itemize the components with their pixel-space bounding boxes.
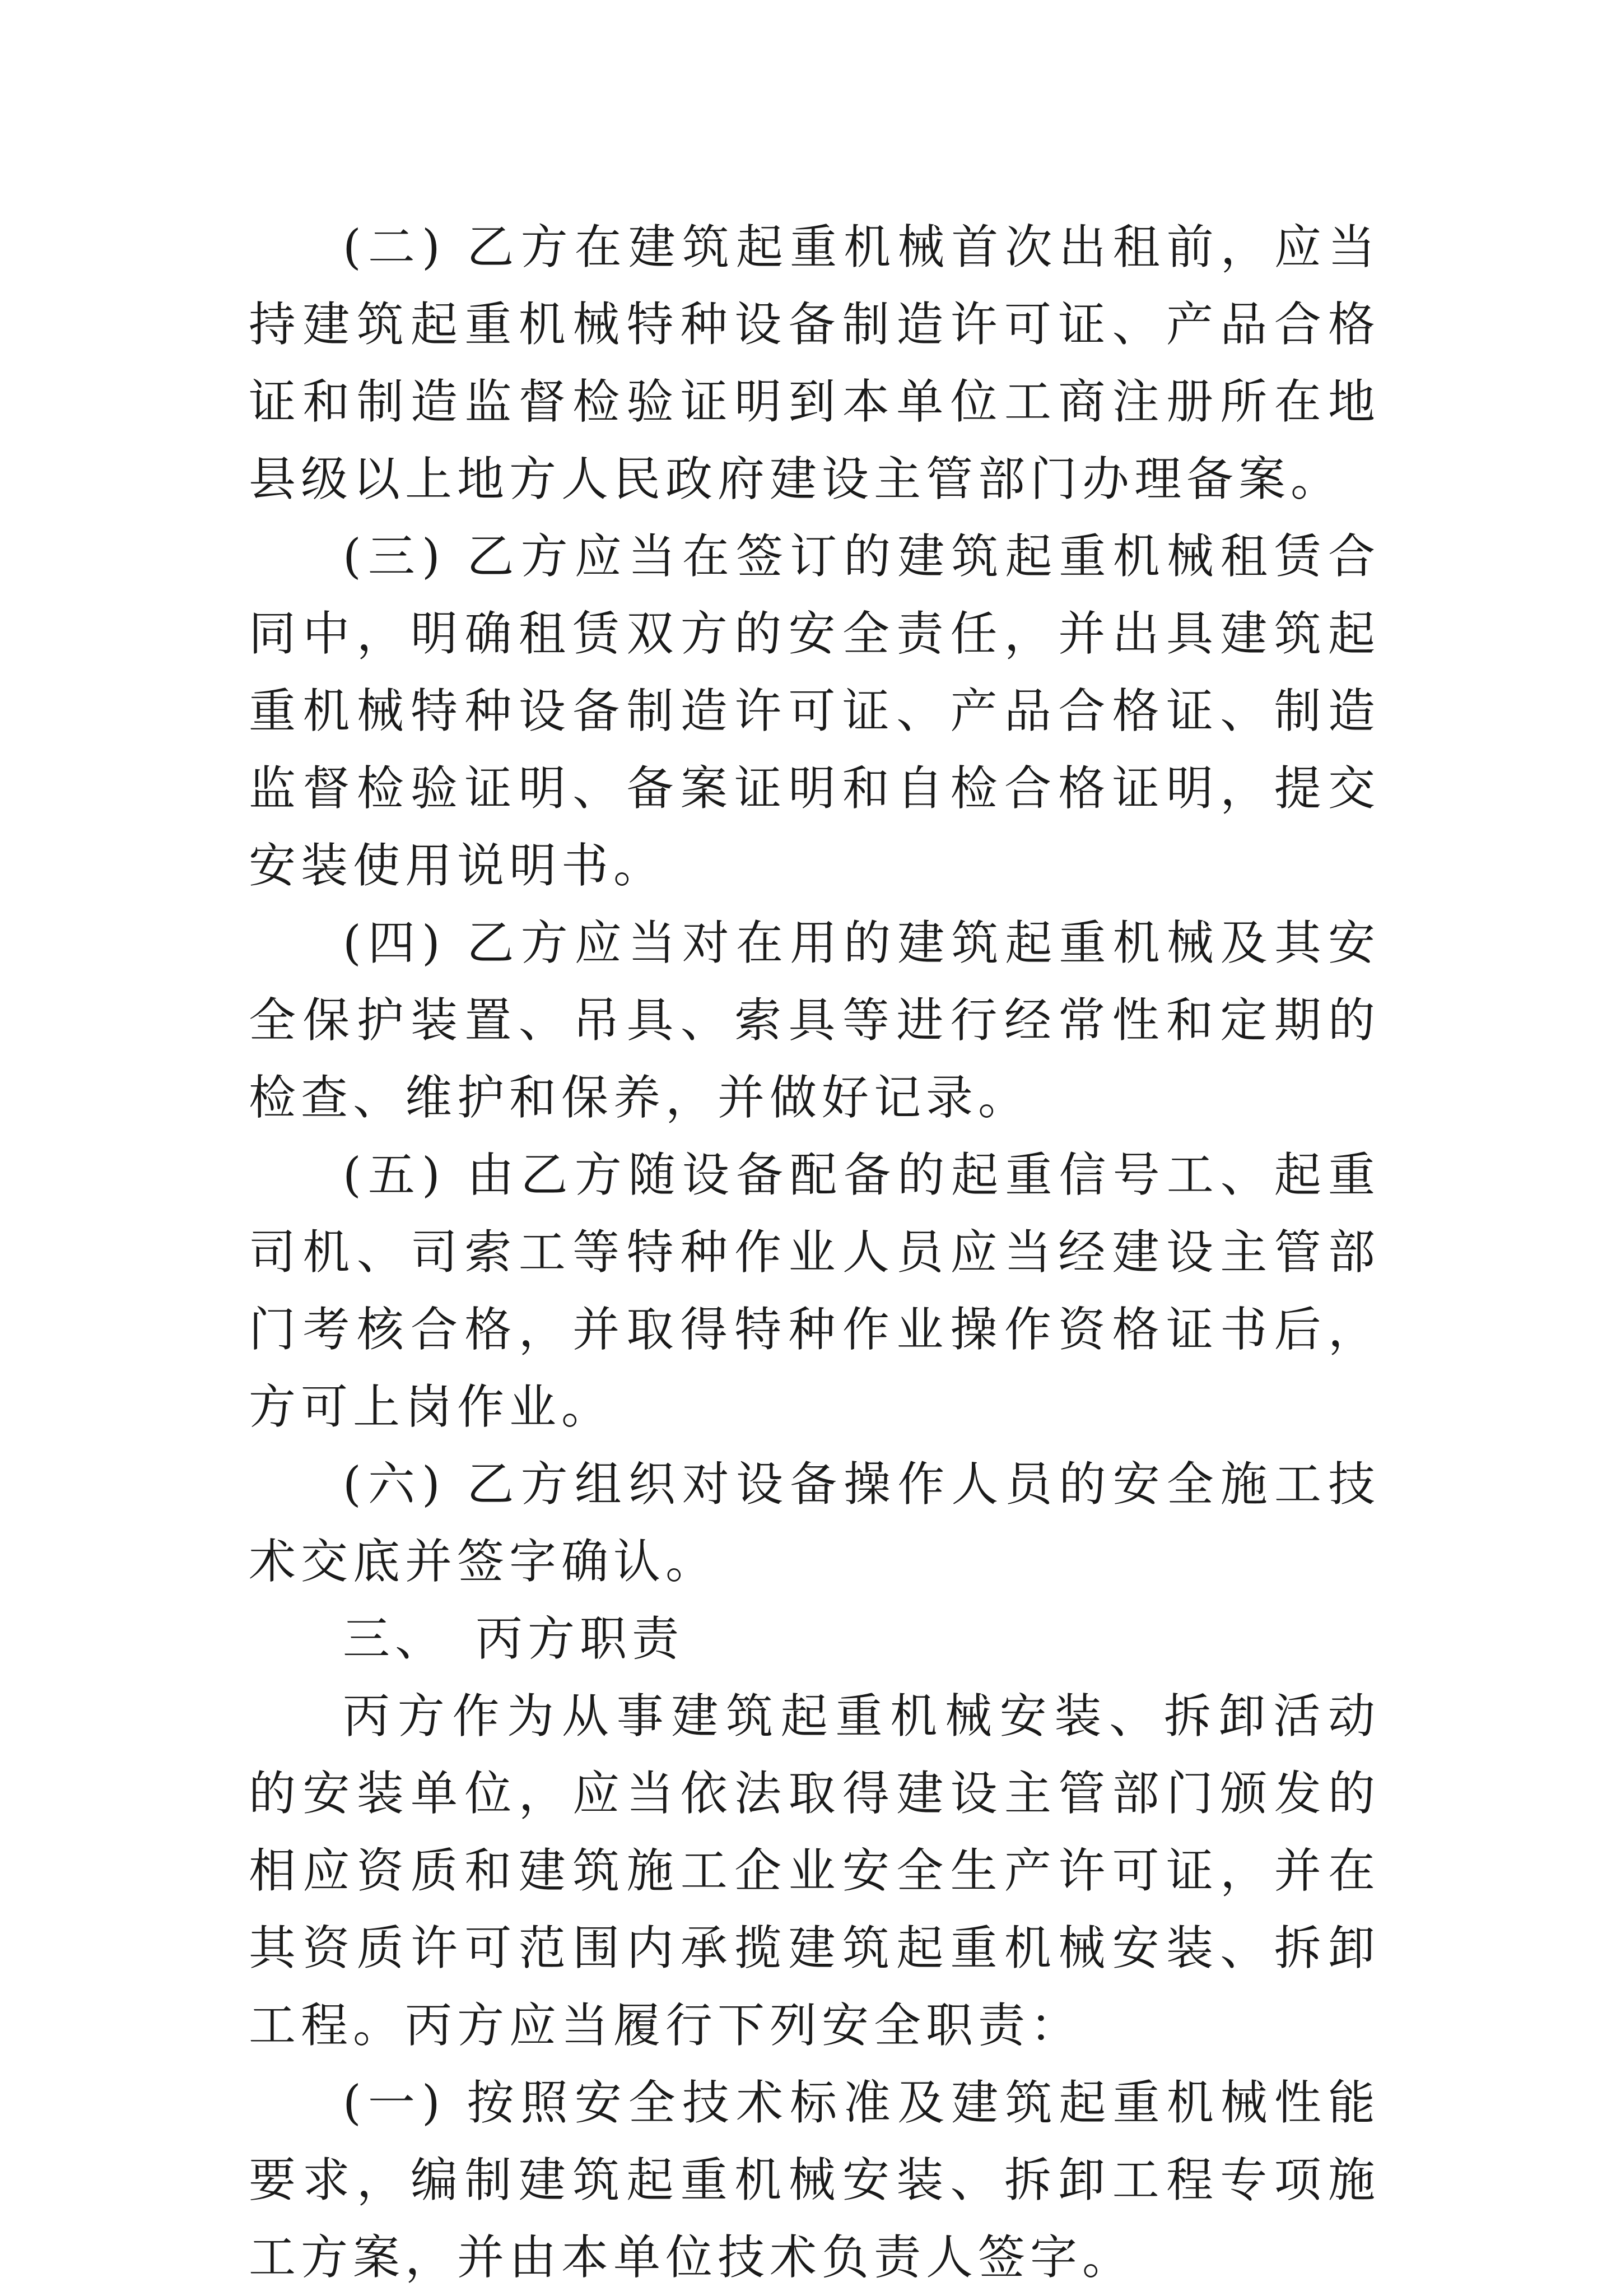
clause-2: (二) 乙方在建筑起重机械首次出租前，应当持建筑起重机械特种设备制造许可证、产品合格证和制造监督检验证明到本单位工商注册所在地县级以上地方人民政府建设主管部门办理备案。 xyxy=(249,220,1380,506)
document-body xyxy=(249,208,1380,2296)
clause-6: (六) 乙方组织对设备操作人员的安全施工技术交底并签字确认。 xyxy=(249,1457,1380,1589)
section-heading: 三、 丙方职责 xyxy=(343,1611,684,1666)
section-intro: 丙方作为从事建筑起重机械安装、拆卸活动的安装单位，应当依法取得建设主管部门颁发的相应资质和建筑施工企业安全生产许可证，并在其资质许可范围内承揽建筑起重机械安装、拆卸工程。丙方应当履行下列安全职责： xyxy=(249,1689,1380,2053)
clause-4: (四) 乙方应当对在用的建筑起重机械及其安全保护装置、吊具、索具等进行经常性和定期的检查、维护和保养，并做好记录。 xyxy=(249,915,1380,1125)
section-clause-1: (一) 按照安全技术标准及建筑起重机械性能要求，编制建筑起重机械安装、拆卸工程专项施工方案，并由本单位技术负责人签字。 xyxy=(249,2075,1380,2285)
clause-5: (五) 由乙方随设备配备的起重信号工、起重司机、司索工等特种作业人员应当经建设主管部门考核合格，并取得特种作业操作资格证书后，方可上岗作业。 xyxy=(249,1147,1380,1434)
clause-3: (三) 乙方应当在签订的建筑起重机械租赁合同中，明确租赁双方的安全责任，并出具建筑起重机械特种设备制造许可证、产品合格证、制造监督检验证明、备案证明和自检合格证明，提交安装使用说明书。 xyxy=(249,529,1380,893)
